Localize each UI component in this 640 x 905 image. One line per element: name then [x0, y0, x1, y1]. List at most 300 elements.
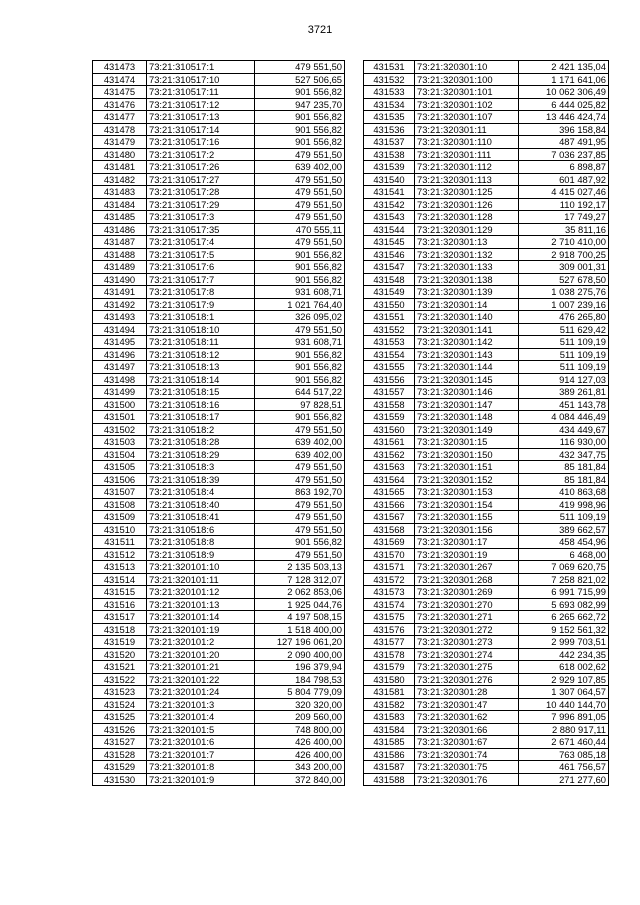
row-number-cell: 431561 — [364, 436, 415, 449]
value-cell: 309 001,31 — [519, 261, 609, 274]
cadastral-number-cell: 73:21:320101:19 — [147, 623, 255, 636]
row-number-cell: 431526 — [93, 723, 147, 736]
row-number-cell: 431499 — [93, 386, 147, 399]
row-number-cell: 431489 — [93, 261, 147, 274]
value-cell: 2 135 503,13 — [255, 561, 345, 574]
row-number-cell: 431528 — [93, 748, 147, 761]
value-cell: 901 556,82 — [255, 361, 345, 374]
value-cell: 389 662,57 — [519, 523, 609, 536]
table-row — [93, 273, 345, 286]
cadastral-number-cell: 73:21:320301:147 — [415, 398, 519, 411]
value-cell: 479 551,50 — [255, 173, 345, 186]
value-cell: 1 038 275,76 — [519, 286, 609, 299]
value-cell: 479 551,50 — [255, 186, 345, 199]
table-row — [93, 323, 345, 336]
table-row — [93, 636, 345, 649]
value-cell: 97 828,51 — [255, 398, 345, 411]
value-cell: 127 196 061,20 — [255, 636, 345, 649]
row-number-cell: 431582 — [364, 698, 415, 711]
row-number-cell: 431483 — [93, 186, 147, 199]
table-row — [364, 398, 609, 411]
row-number-cell: 431534 — [364, 98, 415, 111]
value-cell: 2 421 135,04 — [519, 61, 609, 74]
cadastral-number-cell: 73:21:320301:156 — [415, 523, 519, 536]
cadastral-number-cell: 73:21:320301:271 — [415, 611, 519, 624]
row-number-cell: 431508 — [93, 498, 147, 511]
cadastral-number-cell: 73:21:310518:10 — [147, 323, 255, 336]
cadastral-number-cell: 73:21:320101:8 — [147, 761, 255, 774]
data-table-right — [363, 60, 609, 786]
table-row — [364, 286, 609, 299]
row-number-cell: 431529 — [93, 761, 147, 774]
value-cell: 7 036 237,85 — [519, 148, 609, 161]
cadastral-number-cell: 73:21:310518:14 — [147, 373, 255, 386]
cadastral-number-cell: 73:21:320301:268 — [415, 573, 519, 586]
cadastral-number-cell: 73:21:320301:111 — [415, 148, 519, 161]
row-number-cell: 431565 — [364, 486, 415, 499]
table-row — [364, 636, 609, 649]
cadastral-number-cell: 73:21:310517:4 — [147, 236, 255, 249]
row-number-cell: 431564 — [364, 473, 415, 486]
value-cell: 17 749,27 — [519, 211, 609, 224]
table-row — [93, 748, 345, 761]
cadastral-number-cell: 73:21:320301:267 — [415, 561, 519, 574]
table-row — [93, 623, 345, 636]
cadastral-number-cell: 73:21:320301:273 — [415, 636, 519, 649]
table-row — [364, 661, 609, 674]
value-cell: 479 551,50 — [255, 61, 345, 74]
cadastral-number-cell: 73:21:310518:39 — [147, 473, 255, 486]
value-cell: 476 265,80 — [519, 311, 609, 324]
table-row — [364, 473, 609, 486]
value-cell: 6 898,87 — [519, 161, 609, 174]
value-cell: 2 710 410,00 — [519, 236, 609, 249]
row-number-cell: 431573 — [364, 586, 415, 599]
value-cell: 479 551,50 — [255, 198, 345, 211]
row-number-cell: 431491 — [93, 286, 147, 299]
cadastral-number-cell: 73:21:320301:19 — [415, 548, 519, 561]
cadastral-number-cell: 73:21:320301:148 — [415, 411, 519, 424]
value-cell: 271 277,60 — [519, 773, 609, 786]
row-number-cell: 431572 — [364, 573, 415, 586]
value-cell: 470 555,11 — [255, 223, 345, 236]
table-row — [93, 773, 345, 786]
row-number-cell: 431540 — [364, 173, 415, 186]
table-row — [93, 661, 345, 674]
table-row — [364, 623, 609, 636]
value-cell: 426 400,00 — [255, 736, 345, 749]
cadastral-number-cell: 73:21:320301:14 — [415, 298, 519, 311]
cadastral-number-cell: 73:21:310518:15 — [147, 386, 255, 399]
table-row — [364, 573, 609, 586]
row-number-cell: 431574 — [364, 598, 415, 611]
table-row — [364, 448, 609, 461]
cadastral-number-cell: 73:21:320101:12 — [147, 586, 255, 599]
cadastral-number-cell: 73:21:310517:27 — [147, 173, 255, 186]
cadastral-number-cell: 73:21:320301:155 — [415, 511, 519, 524]
table-row — [364, 261, 609, 274]
table-row — [93, 448, 345, 461]
table-row — [93, 311, 345, 324]
cadastral-number-cell: 73:21:320301:272 — [415, 623, 519, 636]
value-cell: 479 551,50 — [255, 523, 345, 536]
table-row — [364, 461, 609, 474]
table-row — [93, 473, 345, 486]
value-cell: 479 551,50 — [255, 236, 345, 249]
table-row — [93, 498, 345, 511]
table-row — [364, 561, 609, 574]
cadastral-number-cell: 73:21:310518:6 — [147, 523, 255, 536]
cadastral-number-cell: 73:21:310518:40 — [147, 498, 255, 511]
cadastral-number-cell: 73:21:320301:140 — [415, 311, 519, 324]
row-number-cell: 431531 — [364, 61, 415, 74]
cadastral-number-cell: 73:21:320301:112 — [415, 161, 519, 174]
row-number-cell: 431485 — [93, 211, 147, 224]
value-cell: 863 192,70 — [255, 486, 345, 499]
cadastral-number-cell: 73:21:310518:2 — [147, 423, 255, 436]
value-cell: 320 320,00 — [255, 698, 345, 711]
row-number-cell: 431522 — [93, 673, 147, 686]
cadastral-number-cell: 73:21:320301:145 — [415, 373, 519, 386]
table-row — [93, 173, 345, 186]
cadastral-number-cell: 73:21:320301:28 — [415, 686, 519, 699]
table-row — [93, 698, 345, 711]
row-number-cell: 431559 — [364, 411, 415, 424]
table-row — [93, 386, 345, 399]
value-cell: 9 152 561,32 — [519, 623, 609, 636]
table-row — [93, 523, 345, 536]
cadastral-number-cell: 73:21:320101:9 — [147, 773, 255, 786]
cadastral-number-cell: 73:21:320301:10 — [415, 61, 519, 74]
cadastral-number-cell: 73:21:310517:7 — [147, 273, 255, 286]
value-cell: 2 671 460,44 — [519, 736, 609, 749]
cadastral-number-cell: 73:21:320101:10 — [147, 561, 255, 574]
value-cell: 2 090 400,00 — [255, 648, 345, 661]
row-number-cell: 431527 — [93, 736, 147, 749]
value-cell: 479 551,50 — [255, 473, 345, 486]
value-cell: 7 258 821,02 — [519, 573, 609, 586]
value-cell: 748 800,00 — [255, 723, 345, 736]
value-cell: 326 095,02 — [255, 311, 345, 324]
row-number-cell: 431517 — [93, 611, 147, 624]
table-row — [364, 486, 609, 499]
table-row — [93, 111, 345, 124]
table-row — [93, 548, 345, 561]
row-number-cell: 431556 — [364, 373, 415, 386]
row-number-cell: 431583 — [364, 711, 415, 724]
table-row — [364, 61, 609, 74]
cadastral-number-cell: 73:21:310517:16 — [147, 136, 255, 149]
value-cell: 479 551,50 — [255, 511, 345, 524]
table-row — [364, 186, 609, 199]
value-cell: 479 551,50 — [255, 498, 345, 511]
row-number-cell: 431553 — [364, 336, 415, 349]
table-row — [93, 436, 345, 449]
table-row — [93, 148, 345, 161]
value-cell: 461 756,57 — [519, 761, 609, 774]
value-cell: 10 062 306,49 — [519, 86, 609, 99]
page-number: 3721 — [307, 24, 333, 36]
value-cell: 372 840,00 — [255, 773, 345, 786]
value-cell: 389 261,81 — [519, 386, 609, 399]
cadastral-number-cell: 73:21:320301:17 — [415, 536, 519, 549]
row-number-cell: 431481 — [93, 161, 147, 174]
row-number-cell: 431495 — [93, 336, 147, 349]
table-row — [364, 436, 609, 449]
table-row — [364, 723, 609, 736]
value-cell: 901 556,82 — [255, 248, 345, 261]
value-cell: 479 551,50 — [255, 323, 345, 336]
cadastral-number-cell: 73:21:320101:21 — [147, 661, 255, 674]
cadastral-number-cell: 73:21:320101:7 — [147, 748, 255, 761]
row-number-cell: 431578 — [364, 648, 415, 661]
row-number-cell: 431581 — [364, 686, 415, 699]
row-number-cell: 431538 — [364, 148, 415, 161]
row-number-cell: 431505 — [93, 461, 147, 474]
value-cell: 931 608,71 — [255, 336, 345, 349]
cadastral-number-cell: 73:21:320301:276 — [415, 673, 519, 686]
cadastral-number-cell: 73:21:320301:11 — [415, 123, 519, 136]
cadastral-number-cell: 73:21:320101:11 — [147, 573, 255, 586]
cadastral-number-cell: 73:21:310517:14 — [147, 123, 255, 136]
value-cell: 618 002,62 — [519, 661, 609, 674]
cadastral-number-cell: 73:21:320301:139 — [415, 286, 519, 299]
value-cell: 479 551,50 — [255, 148, 345, 161]
cadastral-number-cell: 73:21:310518:11 — [147, 336, 255, 349]
value-cell: 901 556,82 — [255, 411, 345, 424]
cadastral-number-cell: 73:21:320301:66 — [415, 723, 519, 736]
value-cell: 85 181,84 — [519, 473, 609, 486]
row-number-cell: 431577 — [364, 636, 415, 649]
row-number-cell: 431566 — [364, 498, 415, 511]
cadastral-number-cell: 73:21:320301:132 — [415, 248, 519, 261]
cadastral-number-cell: 73:21:310518:4 — [147, 486, 255, 499]
row-number-cell: 431475 — [93, 86, 147, 99]
table-row — [364, 423, 609, 436]
value-cell: 451 143,78 — [519, 398, 609, 411]
row-number-cell: 431567 — [364, 511, 415, 524]
row-number-cell: 431568 — [364, 523, 415, 536]
cadastral-number-cell: 73:21:320301:138 — [415, 273, 519, 286]
table-row — [93, 123, 345, 136]
row-number-cell: 431512 — [93, 548, 147, 561]
table-row — [93, 461, 345, 474]
value-cell: 763 085,18 — [519, 748, 609, 761]
value-cell: 639 402,00 — [255, 436, 345, 449]
cadastral-number-cell: 73:21:320301:143 — [415, 348, 519, 361]
row-number-cell: 431488 — [93, 248, 147, 261]
table-row — [93, 73, 345, 86]
value-cell: 644 517,22 — [255, 386, 345, 399]
table-row — [364, 598, 609, 611]
table-row — [364, 523, 609, 536]
value-cell: 527 506,65 — [255, 73, 345, 86]
table-row — [364, 111, 609, 124]
cadastral-number-cell: 73:21:320301:146 — [415, 386, 519, 399]
row-number-cell: 431569 — [364, 536, 415, 549]
row-number-cell: 431479 — [93, 136, 147, 149]
row-number-cell: 431474 — [93, 73, 147, 86]
row-number-cell: 431484 — [93, 198, 147, 211]
row-number-cell: 431530 — [93, 773, 147, 786]
table-row — [364, 336, 609, 349]
value-cell: 7 128 312,07 — [255, 573, 345, 586]
cadastral-number-cell: 73:21:310517:12 — [147, 98, 255, 111]
cadastral-number-cell: 73:21:310518:1 — [147, 311, 255, 324]
row-number-cell: 431519 — [93, 636, 147, 649]
cadastral-number-cell: 73:21:320301:74 — [415, 748, 519, 761]
row-number-cell: 431520 — [93, 648, 147, 661]
row-number-cell: 431584 — [364, 723, 415, 736]
row-number-cell: 431487 — [93, 236, 147, 249]
value-cell: 901 556,82 — [255, 136, 345, 149]
row-number-cell: 431557 — [364, 386, 415, 399]
row-number-cell: 431509 — [93, 511, 147, 524]
value-cell: 4 084 446,49 — [519, 411, 609, 424]
row-number-cell: 431506 — [93, 473, 147, 486]
cadastral-number-cell: 73:21:310517:35 — [147, 223, 255, 236]
value-cell: 419 998,96 — [519, 498, 609, 511]
cadastral-number-cell: 73:21:310518:13 — [147, 361, 255, 374]
row-number-cell: 431513 — [93, 561, 147, 574]
row-number-cell: 431504 — [93, 448, 147, 461]
value-cell: 901 556,82 — [255, 348, 345, 361]
row-number-cell: 431537 — [364, 136, 415, 149]
table-row — [93, 248, 345, 261]
table-row — [364, 698, 609, 711]
row-number-cell: 431560 — [364, 423, 415, 436]
row-number-cell: 431492 — [93, 298, 147, 311]
cadastral-number-cell: 73:21:320301:141 — [415, 323, 519, 336]
row-number-cell: 431535 — [364, 111, 415, 124]
cadastral-number-cell: 73:21:320301:151 — [415, 461, 519, 474]
cadastral-number-cell: 73:21:320301:47 — [415, 698, 519, 711]
value-cell: 2 929 107,85 — [519, 673, 609, 686]
table-row — [364, 123, 609, 136]
cadastral-number-cell: 73:21:320101:4 — [147, 711, 255, 724]
table-row — [364, 761, 609, 774]
cadastral-number-cell: 73:21:320301:128 — [415, 211, 519, 224]
row-number-cell: 431580 — [364, 673, 415, 686]
value-cell: 432 347,75 — [519, 448, 609, 461]
row-number-cell: 431493 — [93, 311, 147, 324]
row-number-cell: 431555 — [364, 361, 415, 374]
row-number-cell: 431497 — [93, 361, 147, 374]
table-row — [93, 611, 345, 624]
table-row — [364, 86, 609, 99]
cadastral-number-cell: 73:21:310517:5 — [147, 248, 255, 261]
cadastral-number-cell: 73:21:310518:29 — [147, 448, 255, 461]
value-cell: 901 556,82 — [255, 273, 345, 286]
row-number-cell: 431503 — [93, 436, 147, 449]
value-cell: 479 551,50 — [255, 461, 345, 474]
value-cell: 7 996 891,05 — [519, 711, 609, 724]
cadastral-number-cell: 73:21:320301:133 — [415, 261, 519, 274]
table-row — [364, 273, 609, 286]
cadastral-number-cell: 73:21:320101:24 — [147, 686, 255, 699]
row-number-cell: 431510 — [93, 523, 147, 536]
table-row — [93, 398, 345, 411]
row-number-cell: 431496 — [93, 348, 147, 361]
row-number-cell: 431587 — [364, 761, 415, 774]
value-cell: 901 556,82 — [255, 536, 345, 549]
table-row — [93, 61, 345, 74]
value-cell: 209 560,00 — [255, 711, 345, 724]
table-row — [364, 586, 609, 599]
row-number-cell: 431477 — [93, 111, 147, 124]
table-row — [93, 648, 345, 661]
table-row — [93, 673, 345, 686]
row-number-cell: 431532 — [364, 73, 415, 86]
table-row — [364, 536, 609, 549]
row-number-cell: 431541 — [364, 186, 415, 199]
value-cell: 458 454,96 — [519, 536, 609, 549]
value-cell: 901 556,82 — [255, 123, 345, 136]
table-row — [364, 673, 609, 686]
value-cell: 6 265 662,72 — [519, 611, 609, 624]
cadastral-number-cell: 73:21:310518:17 — [147, 411, 255, 424]
row-number-cell: 431554 — [364, 348, 415, 361]
value-cell: 396 158,84 — [519, 123, 609, 136]
cadastral-number-cell: 73:21:320301:62 — [415, 711, 519, 724]
cadastral-number-cell: 73:21:320301:76 — [415, 773, 519, 786]
value-cell: 639 402,00 — [255, 161, 345, 174]
cadastral-number-cell: 73:21:310517:8 — [147, 286, 255, 299]
row-number-cell: 431501 — [93, 411, 147, 424]
cadastral-number-cell: 73:21:310518:8 — [147, 536, 255, 549]
table-row — [93, 198, 345, 211]
table-row — [93, 261, 345, 274]
row-number-cell: 431514 — [93, 573, 147, 586]
value-cell: 4 197 508,15 — [255, 611, 345, 624]
table-row — [93, 336, 345, 349]
cadastral-number-cell: 73:21:320301:107 — [415, 111, 519, 124]
table-row — [93, 186, 345, 199]
cadastral-number-cell: 73:21:310517:3 — [147, 211, 255, 224]
cadastral-number-cell: 73:21:320301:110 — [415, 136, 519, 149]
table-row — [364, 73, 609, 86]
table-row — [93, 373, 345, 386]
row-number-cell: 431498 — [93, 373, 147, 386]
table-row — [364, 373, 609, 386]
cadastral-number-cell: 73:21:320301:150 — [415, 448, 519, 461]
value-cell: 184 798,53 — [255, 673, 345, 686]
cadastral-number-cell: 73:21:320301:149 — [415, 423, 519, 436]
cadastral-number-cell: 73:21:310518:3 — [147, 461, 255, 474]
value-cell: 196 379,94 — [255, 661, 345, 674]
value-cell: 6 468,00 — [519, 548, 609, 561]
row-number-cell: 431533 — [364, 86, 415, 99]
data-table-left — [92, 60, 345, 786]
table-row — [93, 723, 345, 736]
table-row — [364, 711, 609, 724]
value-cell: 511 109,19 — [519, 336, 609, 349]
cadastral-number-cell: 73:21:310518:41 — [147, 511, 255, 524]
table-row — [364, 248, 609, 261]
value-cell: 2 918 700,25 — [519, 248, 609, 261]
cadastral-number-cell: 73:21:320301:102 — [415, 98, 519, 111]
row-number-cell: 431550 — [364, 298, 415, 311]
row-number-cell: 431588 — [364, 773, 415, 786]
cadastral-number-cell: 73:21:320101:22 — [147, 673, 255, 686]
value-cell: 1 171 641,06 — [519, 73, 609, 86]
table-row — [93, 486, 345, 499]
row-number-cell: 431478 — [93, 123, 147, 136]
cadastral-number-cell: 73:21:320301:274 — [415, 648, 519, 661]
row-number-cell: 431551 — [364, 311, 415, 324]
cadastral-number-cell: 73:21:320101:6 — [147, 736, 255, 749]
table-row — [364, 386, 609, 399]
